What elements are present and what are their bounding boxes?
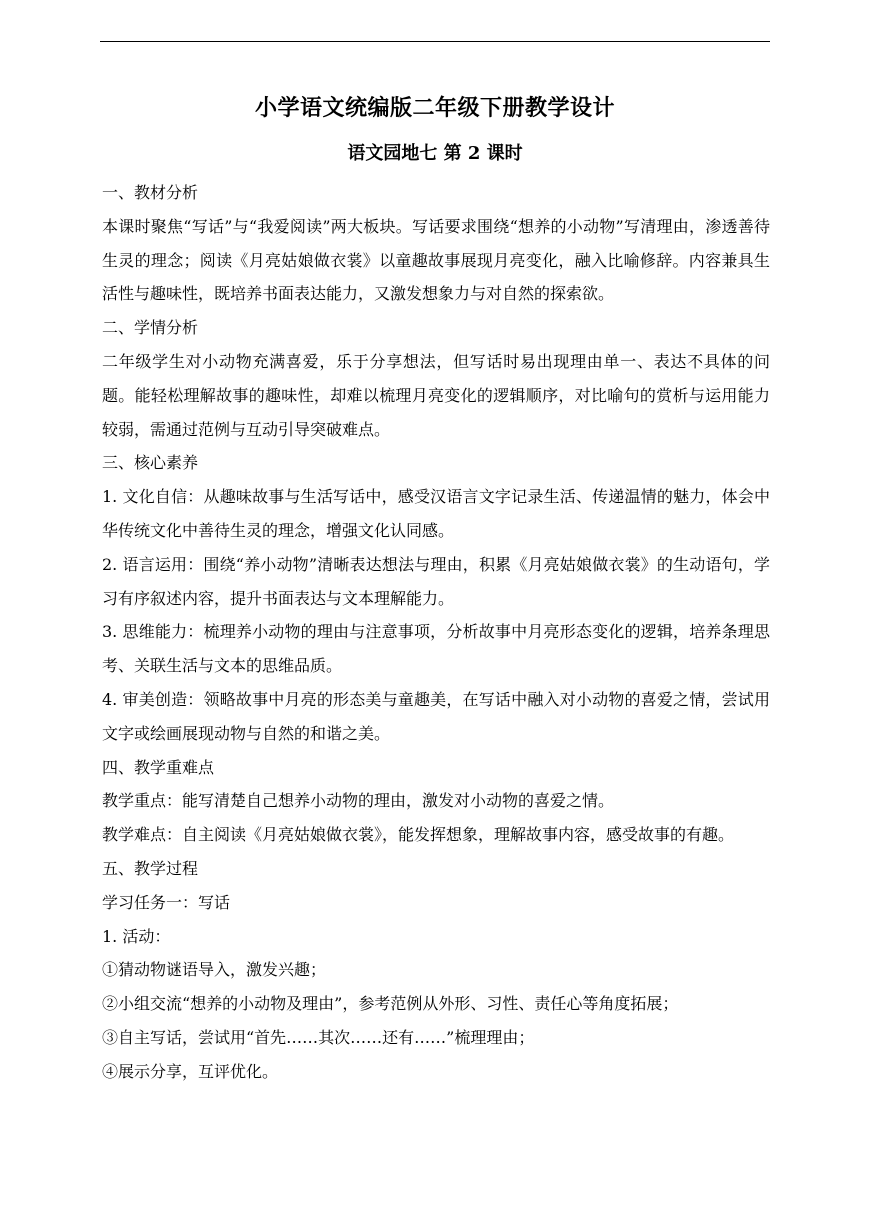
- body-paragraph: 教学重点：能写清楚自己想养小动物的理由，激发对小动物的喜爱之情。: [102, 791, 615, 811]
- list-item: ①猜动物谜语导入，激发兴趣；: [102, 960, 327, 980]
- section-heading: 四、教学重难点: [102, 757, 215, 777]
- body-paragraph: 教学难点：自主阅读《月亮姑娘做衣裳》，能发挥想象，理解故事内容，感受故事的有趣。: [102, 825, 735, 845]
- list-item: 1. 活动：: [102, 926, 171, 946]
- section-heading: 三、核心素养: [102, 453, 199, 473]
- section-heading: 二、学情分析: [102, 318, 199, 338]
- list-item: 4. 审美创造：领略故事中月亮的形态美与童趣美，在写话中融入对小动物的喜爱之情，尝试用文字或绘画展现动物与自然的和谐之美。: [102, 689, 770, 743]
- body-paragraph: 本课时聚焦“写话”与“我爱阅读”两大板块。写话要求围绕“想养的小动物”写清理由，渗透善待生灵的理念；阅读《月亮姑娘做衣裳》以童趣故事展现月亮变化，融入比喻修辞。内容兼具生活性与趣味性，既培养书面表达能力，又激发想象力与对自然的探索欲。: [102, 216, 770, 304]
- list-item: ②小组交流“想养的小动物及理由”，参考范例从外形、习性、责任心等角度拓展；: [102, 994, 679, 1014]
- section-heading: 五、教学过程: [102, 858, 199, 878]
- document-body: [102, 176, 770, 1089]
- section-heading: 一、教材分析: [102, 183, 199, 202]
- list-item: ③自主写话，尝试用“首先……其次……还有……”梳理理由；: [102, 1027, 535, 1047]
- task-heading: 学习任务一：写话: [102, 892, 231, 912]
- document-title: 小学语文统编版二年级下册教学设计: [254, 95, 615, 121]
- document-subtitle: 语文园地七 第 2 课时: [347, 143, 523, 164]
- list-item: 1. 文化自信：从趣味故事与生活写话中，感受汉语言文字记录生活、传递温情的魅力，体会中华传统文化中善待生灵的理念，增强文化认同感。: [102, 487, 770, 540]
- list-item: 2. 语言运用：围绕“养小动物”清晰表达想法与理由，积累《月亮姑娘做衣裳》的生动语句，学习有序叙述内容，提升书面表达与文本理解能力。: [102, 554, 770, 608]
- list-item: 3. 思维能力：梳理养小动物的理由与注意事项，分析故事中月亮形态变化的逻辑，培养条理思考、关联生活与文本的思维品质。: [102, 622, 770, 676]
- body-paragraph: 二年级学生对小动物充满喜爱，乐于分享想法，但写话时易出现理由单一、表达不具体的问题。能轻松理解故事的趣味性，却难以梳理月亮变化的逻辑顺序，对比喻句的赏析与运用能力较弱，需通过范例与互动引导突破难点。: [102, 351, 770, 439]
- list-item: ④展示分享，互评优化。: [102, 1061, 279, 1081]
- header-rule: [100, 41, 770, 42]
